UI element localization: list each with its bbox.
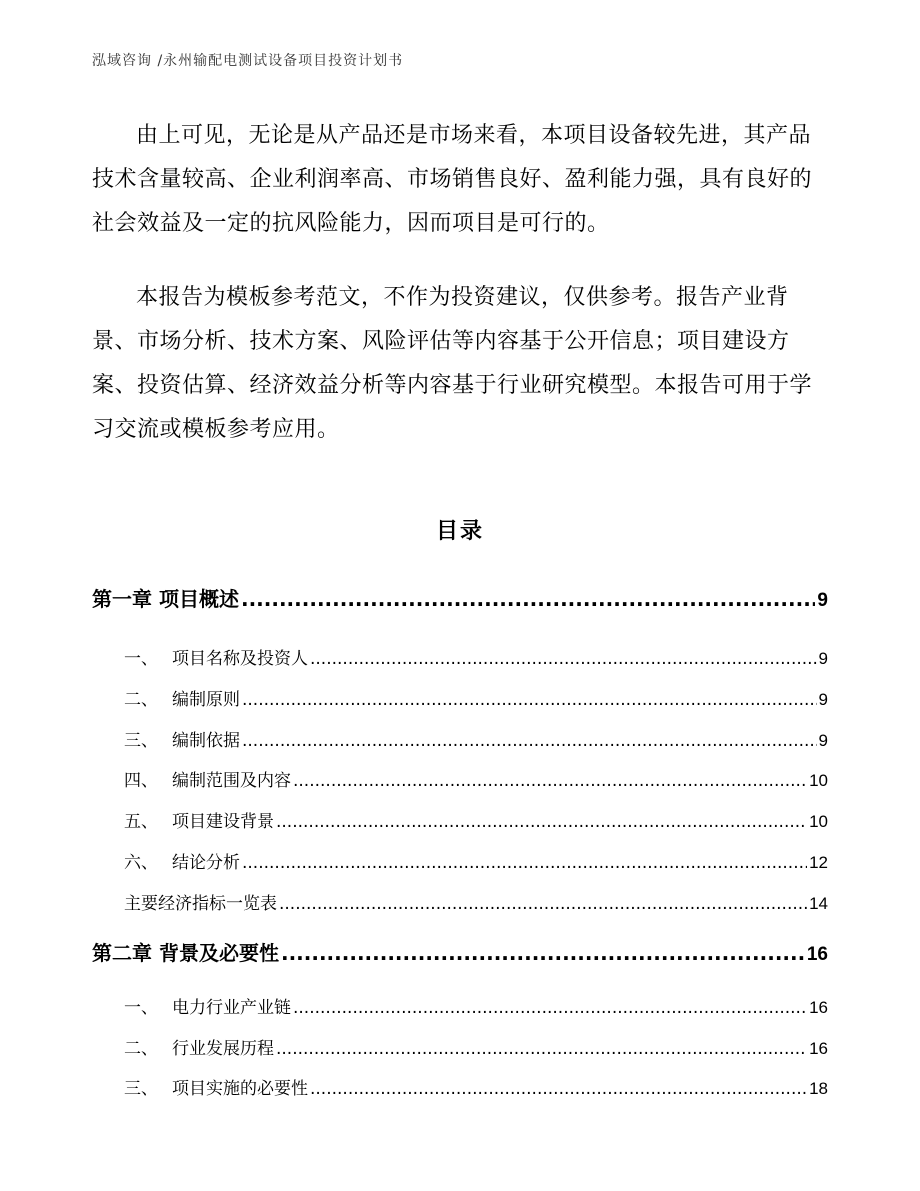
toc-entry-label: 第一章 项目概述 <box>92 587 239 611</box>
toc-entry-chapter-1[interactable] <box>92 583 828 612</box>
toc-page-number: 9 <box>818 649 828 668</box>
toc-page-number: 9 <box>818 690 828 709</box>
toc-dot-leader <box>310 649 817 669</box>
toc-entry-label: 电力行业产业链 <box>172 998 291 1018</box>
paragraph-text: 本报告为模板参考范文，不作为投资建议，仅供参考。报告产业背景、市场分析、技术方案、风险评估等内容基于公开信息；项目建设方案、投资估算、经济效益分析等内容基于行业研究模型。本报告可用于学习交流或模板参考应用。 <box>92 285 813 442</box>
toc-page-number: 16 <box>809 998 828 1017</box>
toc-entry[interactable] <box>124 685 828 710</box>
toc-entry[interactable] <box>124 644 828 669</box>
toc-page-number: 16 <box>809 1039 828 1058</box>
toc-entry[interactable] <box>124 726 828 751</box>
toc-entry-label: 结论分析 <box>172 853 240 873</box>
toc-dot-leader <box>242 731 817 751</box>
toc-page-number: 12 <box>809 853 828 872</box>
toc-dot-leader <box>242 853 807 873</box>
toc-dot-leader <box>276 1039 807 1059</box>
toc-dot-leader <box>281 941 805 965</box>
toc-entry-label: 编制原则 <box>172 690 240 710</box>
toc-page-number: 14 <box>809 894 828 913</box>
toc-entry-label: 行业发展历程 <box>172 1039 274 1059</box>
toc-entry[interactable] <box>124 807 828 832</box>
toc-page-number: 16 <box>806 944 828 965</box>
toc-entry[interactable] <box>124 1034 828 1059</box>
conclusion-paragraph <box>92 114 828 246</box>
toc-dot-leader <box>241 587 815 611</box>
toc-entry-label: 项目名称及投资人 <box>172 649 308 669</box>
toc-entry-label: 主要经济指标一览表 <box>124 894 277 914</box>
toc-entry-number: 四、 <box>124 771 158 791</box>
toc-entry-number: 一、 <box>124 998 158 1018</box>
toc-page-number: 9 <box>817 590 828 611</box>
toc-entry-label: 第二章 背景及必要性 <box>92 941 279 965</box>
toc-dot-leader <box>242 690 817 710</box>
toc-entry-number: 一、 <box>124 649 158 669</box>
toc-dot-leader <box>310 1079 807 1099</box>
toc-entry-label: 编制依据 <box>172 731 240 751</box>
toc-entry-number: 三、 <box>124 731 158 751</box>
toc-entry[interactable] <box>124 889 828 914</box>
toc-dot-leader <box>276 812 807 832</box>
toc-entry-number: 二、 <box>124 1039 158 1059</box>
toc-title: 目录 <box>435 519 484 544</box>
paragraph-text: 由上可见，无论是从产品还是市场来看，本项目设备较先进，其产品技术含量较高、企业利润率高、市场销售良好、盈利能力强，具有良好的社会效益及一定的抗风险能力，因而项目是可行的。 <box>92 123 813 236</box>
toc-entry-label: 项目建设背景 <box>172 812 274 832</box>
toc-dot-leader <box>293 771 807 791</box>
toc-entry-number: 三、 <box>124 1079 158 1099</box>
page-header: 泓域咨询 /永州输配电测试设备项目投资计划书 <box>92 53 404 69</box>
toc-dot-leader <box>293 998 807 1018</box>
toc-entry-label: 编制范围及内容 <box>172 771 291 791</box>
toc-entry[interactable] <box>124 848 828 873</box>
toc-entry[interactable] <box>124 993 828 1018</box>
toc-entry-number: 六、 <box>124 853 158 873</box>
toc-entry-label: 项目实施的必要性 <box>172 1079 308 1099</box>
toc-page-number: 18 <box>809 1079 828 1098</box>
toc-entry-number: 五、 <box>124 812 158 832</box>
toc-entry-number: 二、 <box>124 690 158 710</box>
toc-page-number: 10 <box>809 812 828 831</box>
header-divider <box>92 78 828 79</box>
toc-dot-leader <box>279 894 807 914</box>
disclaimer-paragraph <box>92 276 828 452</box>
toc-entry[interactable] <box>124 1074 828 1099</box>
toc-entry-chapter-2[interactable] <box>92 937 828 966</box>
toc-entry[interactable] <box>124 766 828 791</box>
toc-page-number: 9 <box>818 731 828 750</box>
toc-page-number: 10 <box>809 771 828 790</box>
